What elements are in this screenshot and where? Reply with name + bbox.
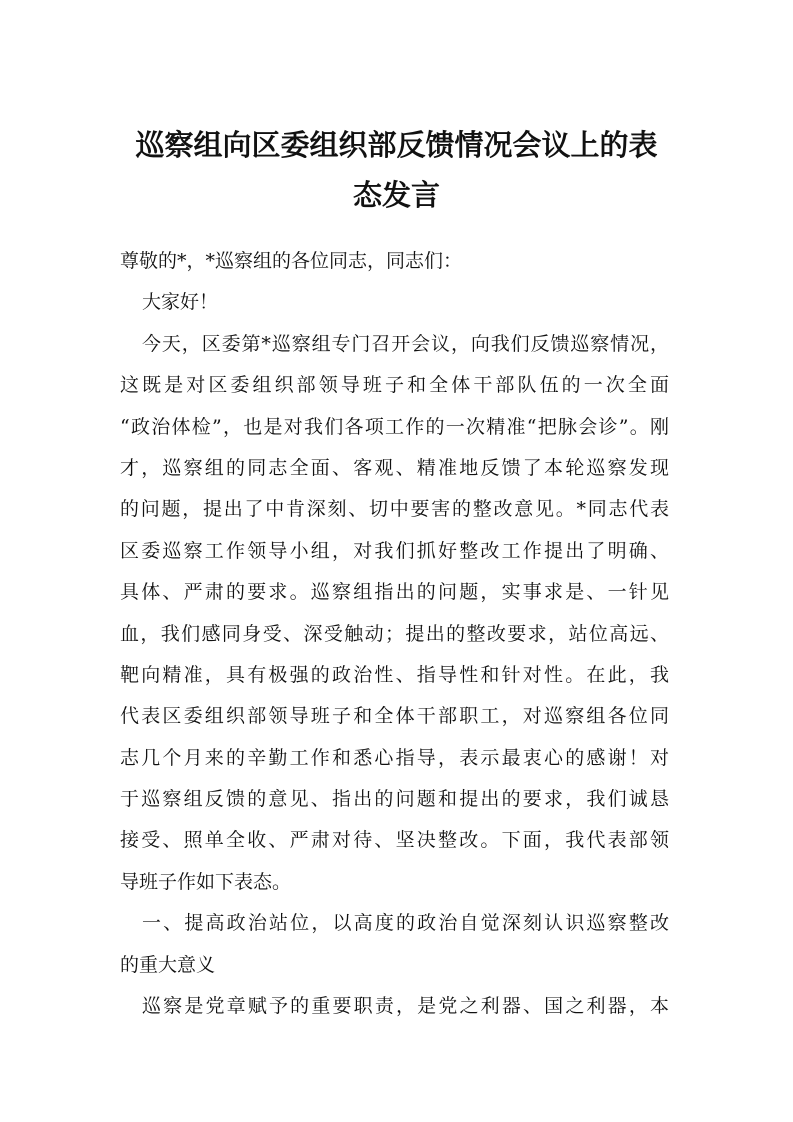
paragraph — [120, 282, 669, 323]
text-line: 的问题，提出了中肯深刻、切中要害的整改意见。*同志代表 — [120, 498, 669, 521]
paragraph — [120, 986, 669, 1027]
text-line: 一、提高政治站位，以高度的政治自觉深刻认识巡察整改 — [142, 912, 669, 935]
paragraph — [120, 903, 669, 986]
text-line: 这既是对区委组织部领导班子和全体干部队伍的一次全面 — [120, 374, 669, 397]
text-line: 尊敬的*，*巡察组的各位同志，同志们： — [120, 250, 463, 272]
text-line: 区委巡察工作领导小组，对我们抓好整改工作提出了明确、 — [120, 539, 669, 562]
text-line: 血，我们感同身受、深受触动；提出的整改要求，站位高远、 — [120, 622, 669, 645]
document-body — [120, 241, 669, 1027]
text-line: 靶向精准，具有极强的政治性、指导性和针对性。在此，我 — [120, 663, 669, 686]
text-line: 接受、照单全收、严肃对待、坚决整改。下面，我代表部领 — [120, 829, 669, 852]
text-line: 具体、严肃的要求。巡察组指出的问题，实事求是、一针见 — [120, 581, 669, 604]
text-line: 志几个月来的辛勤工作和悉心指导，表示最衷心的感谢！对 — [120, 746, 669, 769]
text-line: 于巡察组反馈的意见、指出的问题和提出的要求，我们诚恳 — [120, 788, 669, 811]
title-line: 巡察组向区委组织部反馈情况会议上的表 — [135, 128, 658, 162]
document-title — [0, 120, 793, 220]
text-line: 代表区委组织部领导班子和全体干部职工，对巡察组各位同 — [120, 705, 669, 728]
text-line: 的重大意义 — [120, 953, 216, 976]
text-line: 今天，区委第*巡察组专门召开会议，向我们反馈巡察情况， — [142, 332, 669, 355]
title-line: 态发言 — [352, 178, 440, 212]
text-line: “政治体检”，也是对我们各项工作的一次精准“把脉会诊”。刚 — [120, 415, 669, 438]
text-line: 巡察是党章赋予的重要职责，是党之利器、国之利器，本 — [142, 995, 669, 1018]
text-line: 导班子作如下表态。 — [120, 870, 292, 893]
paragraph — [120, 324, 669, 903]
paragraph — [120, 241, 669, 282]
text-line: 大家好！ — [142, 291, 219, 314]
text-line: 才，巡察组的同志全面、客观、精准地反馈了本轮巡察发现 — [120, 456, 669, 479]
